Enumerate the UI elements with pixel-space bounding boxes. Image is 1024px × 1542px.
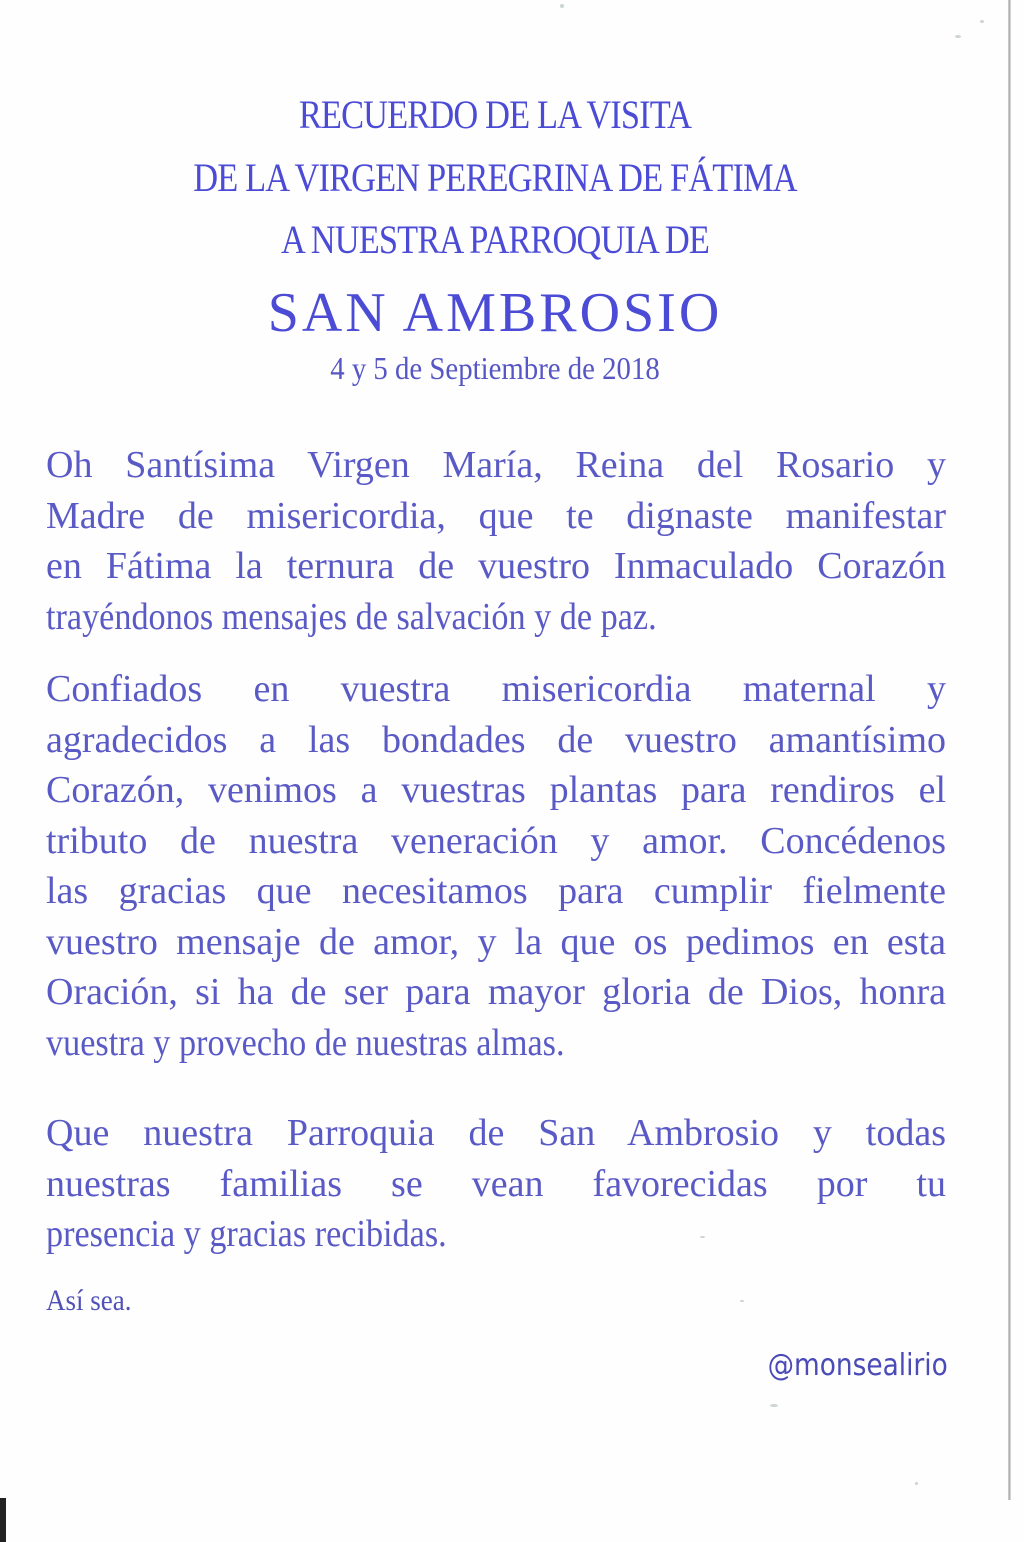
prayer-paragraph-2: [46, 664, 946, 1068]
prayer-line: en Fátima la ternura de vuestro Inmaculado Corazón: [46, 545, 946, 587]
prayer-line: presencia y gracias recibidas.: [46, 1213, 447, 1255]
heading-line-3: A NUESTRA PARROQUIA DE: [280, 217, 710, 262]
scan-speck: [560, 4, 564, 8]
prayer-line: trayéndonos mensajes de salvación y de paz.: [46, 595, 657, 638]
prayer-line: Que nuestra Parroquia de San Ambrosio y todas: [46, 1112, 946, 1154]
prayer-line: Oración, si ha de ser para mayor gloria de Dios, honra: [46, 971, 946, 1013]
scan-speck: [740, 1300, 744, 1302]
scan-speck: [980, 20, 984, 23]
scan-speck: [955, 35, 961, 38]
parish-name: SAN AMBROSIO: [267, 282, 723, 344]
author-handle: @monsealirio: [767, 1348, 948, 1383]
prayer-line: Oh Santísima Virgen María, Reina del Rosario y: [46, 444, 946, 486]
visit-date: 4 y 5 de Septiembre de 2018: [330, 350, 660, 386]
prayer-paragraph-3: [46, 1108, 946, 1260]
prayer-line: Corazón, venimos a vuestras plantas para rendiros el: [46, 769, 946, 811]
prayer-line: vuestra y provecho de nuestras almas.: [46, 1021, 565, 1064]
heading-line-2: DE LA VIRGEN PEREGRINA DE FÁTIMA: [193, 155, 797, 200]
prayer-closing: Así sea.: [46, 1284, 132, 1317]
heading-line-1: RECUERDO DE LA VISITA: [298, 92, 692, 137]
scan-speck: [915, 1482, 918, 1485]
prayer-line: Madre de misericordia, que te dignaste manifestar: [46, 494, 946, 537]
prayer-paragraph-1: [46, 440, 946, 642]
prayer-line: las gracias que necesitamos para cumplir fielmente: [46, 870, 946, 912]
scan-edge-mark: [0, 1498, 6, 1542]
prayer-line: vuestro mensaje de amor, y la que os pedimos en esta: [46, 920, 946, 963]
scan-speck: [770, 1404, 778, 1407]
prayer-line: nuestras familias se vean favorecidas por tu: [46, 1162, 946, 1205]
card-edge-shadow: [1008, 0, 1011, 1500]
prayer-line: tributo de nuestra veneración y amor. Concédenos: [46, 819, 946, 862]
prayer-line: agradecidos a las bondades de vuestro amantísimo: [46, 718, 946, 761]
prayer-line: Confiados en vuestra misericordia maternal y: [46, 668, 946, 710]
